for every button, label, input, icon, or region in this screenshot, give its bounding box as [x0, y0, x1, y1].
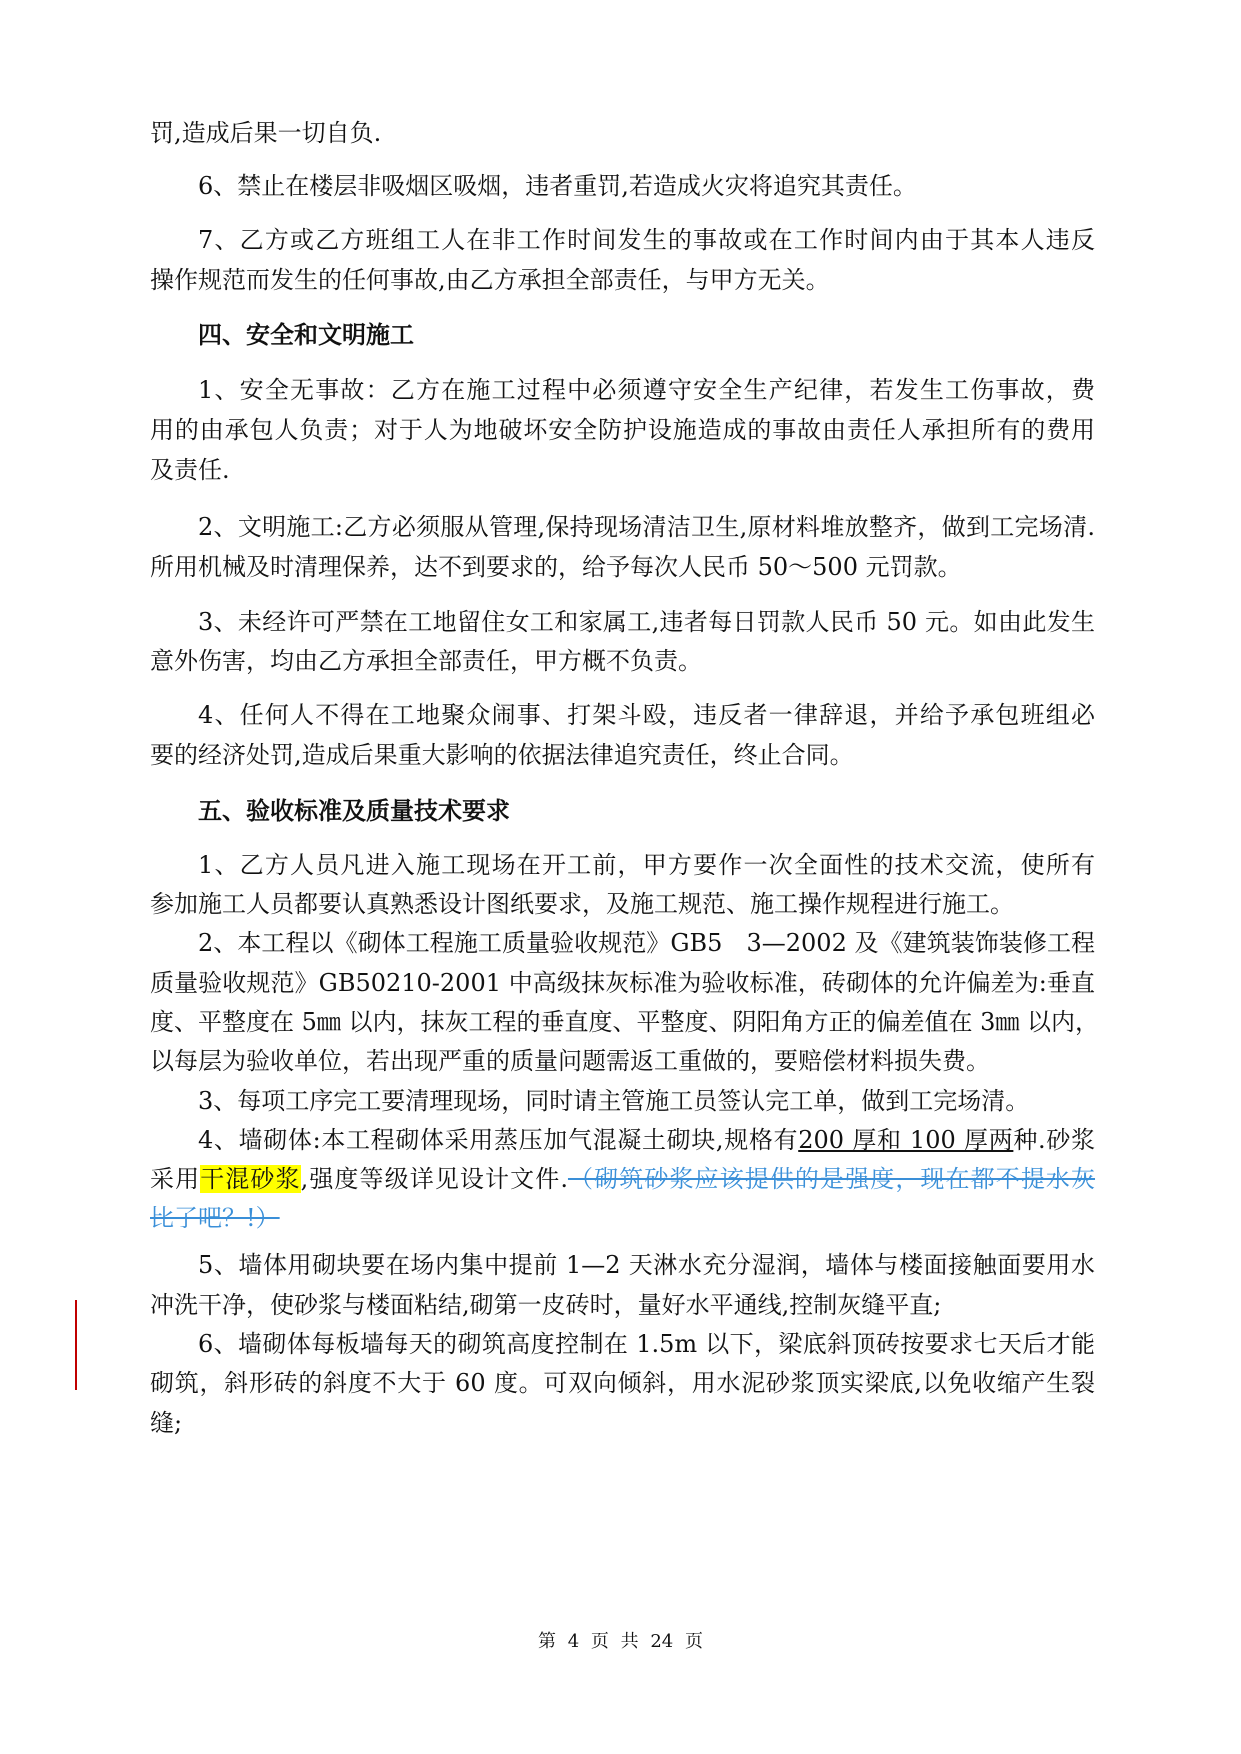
tracked-deletion[interactable]: 比了吧？!） [150, 1204, 280, 1232]
paragraph-line: 操作规范而发生的任何事故,由乙方承担全部责任，与甲方无关。 [150, 266, 830, 294]
paragraph-line: 要的经济处罚,造成后果重大影响的依据法律追究责任，终止合同。 [150, 741, 854, 769]
paragraph-line: 2、本工程以《砌体工程施工质量验收规范》GB5 3—2002 及《建筑装饰装修工程 [198, 929, 1095, 957]
underlined-text: 200 厚和 100 厚两 [798, 1126, 1014, 1154]
paragraph-line: 以每层为验收单位，若出现严重的质量问题需返工重做的，要赔偿材料损失费。 [150, 1047, 990, 1075]
text-run: ,强度等级详见设计文件. [300, 1165, 568, 1193]
paragraph-line: 意外伤害，均由乙方承担全部责任，甲方概不负责。 [150, 647, 702, 675]
paragraph-line: 冲洗干净，使砂浆与楼面粘结,砌第一皮砖时，量好水平通线,控制灰缝平直; [150, 1291, 942, 1319]
highlighted-text[interactable]: 干混砂浆 [200, 1165, 301, 1193]
text-run: 4、墙砌体:本工程砌体采用蒸压加气混凝土砌块,规格有 [198, 1126, 799, 1154]
paragraph-line: 罚,造成后果一切自负. [150, 119, 382, 147]
section-heading-4: 四、安全和文明施工 [198, 321, 414, 349]
paragraph-line: 1、安全无事故：乙方在施工过程中必须遵守安全生产纪律，若发生工伤事故，费 [198, 376, 1095, 404]
paragraph-line: 质量验收规范》GB50210-2001 中高级抹灰标准为验收标准，砖砌体的允许偏差为:垂直 [150, 969, 1095, 997]
text-run: 种.砂浆 [1013, 1126, 1095, 1154]
section-heading-5: 五、验收标准及质量技术要求 [198, 797, 510, 825]
paragraph-line: 2、文明施工:乙方必须服从管理,保持现场清洁卫生,原材料堆放整齐，做到工完场清. [198, 513, 1095, 541]
revision-change-bar [75, 1300, 77, 1390]
page-number-footer: 第 4 页 共 24 页 [538, 1631, 703, 1652]
paragraph-line: 7、乙方或乙方班组工人在非工作时间发生的事故或在工作时间内由于其本人违反 [198, 226, 1095, 254]
paragraph-line: 砌筑，斜形砖的斜度不大于 60 度。可双向倾斜，用水泥砂浆顶实梁底,以免收缩产生裂 [150, 1369, 1095, 1397]
paragraph-line: 4、任何人不得在工地聚众闹事、打架斗殴，违反者一律辞退，并给予承包班组必 [198, 701, 1095, 729]
paragraph-line: 3、每项工序完工要清理现场，同时请主管施工员签认完工单，做到工完场清。 [198, 1087, 1030, 1115]
paragraph-line: 6、墙砌体每板墙每天的砌筑高度控制在 1.5m 以下，梁底斜顶砖按要求七天后才能 [198, 1330, 1095, 1358]
paragraph-line [198, 1125, 1095, 1155]
text-run: 采用 [150, 1165, 201, 1193]
paragraph-line: 缝; [150, 1409, 183, 1437]
paragraph-line: 所用机械及时清理保养，达不到要求的，给予每次人民币 50～500 元罚款。 [150, 553, 962, 581]
paragraph-line: 用的由承包人负责；对于人为地破坏安全防护设施造成的事故由责任人承担所有的费用 [150, 416, 1095, 444]
paragraph-line: 及责任. [150, 456, 230, 484]
paragraph-line [150, 1164, 1095, 1194]
tracked-deletion[interactable]: （砌筑砂浆应该提供的是强度，现在都不提水灰 [567, 1165, 1096, 1193]
paragraph-line: 5、墙体用砌块要在场内集中提前 1—2 天淋水充分湿润，墙体与楼面接触面要用水 [198, 1251, 1095, 1279]
paragraph-line: 6、禁止在楼层非吸烟区吸烟，违者重罚,若造成火灾将追究其责任。 [198, 172, 917, 200]
paragraph-line: 度、平整度在 5㎜ 以内，抹灰工程的垂直度、平整度、阴阳角方正的偏差值在 3㎜ 以内， [150, 1008, 1100, 1036]
paragraph-line: 3、未经许可严禁在工地留住女工和家属工,违者每日罚款人民币 50 元。如由此发生 [198, 608, 1095, 636]
paragraph-line: 1、乙方人员凡进入施工现场在开工前，甲方要作一次全面性的技术交流，使所有 [198, 851, 1095, 879]
paragraph-line [150, 1203, 1095, 1233]
paragraph-line: 参加施工人员都要认真熟悉设计图纸要求，及施工规范、施工操作规程进行施工。 [150, 890, 1014, 918]
